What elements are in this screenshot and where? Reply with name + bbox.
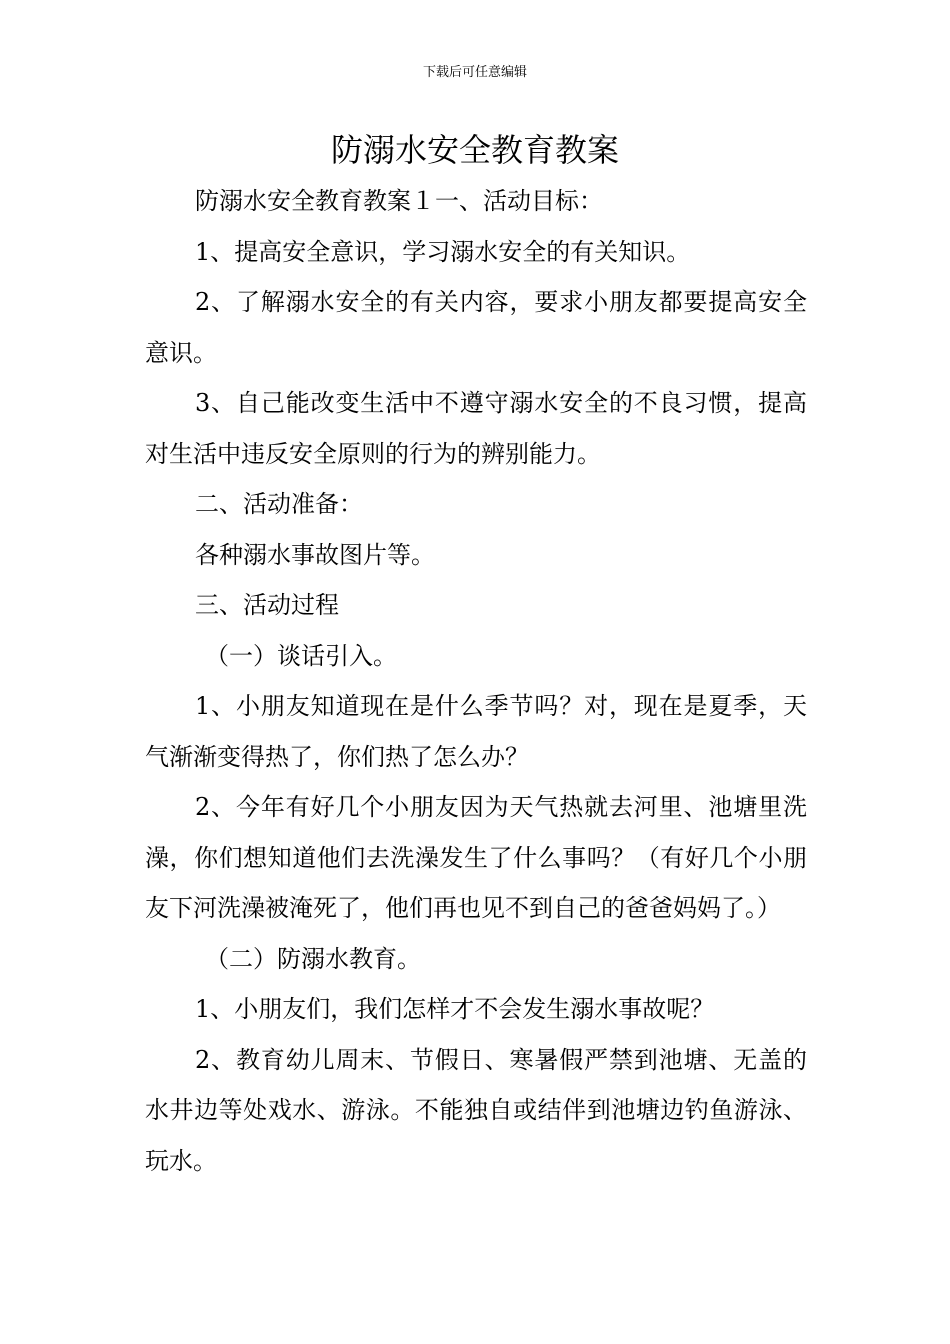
- document-body: [145, 176, 807, 1186]
- paragraph-section-intro-talk: （一）谈话引入。: [205, 641, 397, 670]
- paragraph-objective-2: 2、了解溺水安全的有关内容，要求小朋友都要提高安全意识。: [145, 288, 807, 367]
- paragraph-objective-3: 3、自己能改变生活中不遵守溺水安全的不良习惯，提高对生活中违反安全原则的行为的辨别能力。: [145, 389, 807, 468]
- paragraph-objective-1: 1、提高安全意识，学习溺水安全的有关知识。: [195, 237, 691, 266]
- paragraph-section-drowning-education: （二）防溺水教育。: [205, 944, 421, 973]
- paragraph-preparation-items: 各种溺水事故图片等。: [195, 540, 435, 569]
- paragraph-preparation-heading: 二、活动准备：: [195, 490, 363, 518]
- paragraph-talk-1: 1、小朋友知道现在是什么季节吗？对，现在是夏季，天气渐渐变得热了，你们热了怎么办？: [145, 692, 807, 771]
- paragraph-talk-2: 2、今年有好几个小朋友因为天气热就去河里、池塘里洗澡，你们想知道他们去洗澡发生了什么事吗？（有好几个小朋友下河洗澡被淹死了，他们再也见不到自己的爸爸妈妈了。）: [145, 793, 807, 922]
- header-note: 下载后可任意编辑: [422, 65, 527, 80]
- paragraph-intro-objectives: 防溺水安全教育教案１一、活动目标：: [195, 187, 603, 215]
- paragraph-education-2: 2、教育幼儿周末、节假日、寒暑假严禁到池塘、无盖的水井边等处戏水、游泳。不能独自或结伴到池塘边钓鱼游泳、玩水。: [145, 1045, 807, 1175]
- paragraph-process-heading: 三、活动过程: [195, 591, 339, 619]
- paragraph-education-1: 1、小朋友们，我们怎样才不会发生溺水事故呢？: [195, 995, 715, 1023]
- document-title: 防溺水安全教育教案: [330, 131, 619, 169]
